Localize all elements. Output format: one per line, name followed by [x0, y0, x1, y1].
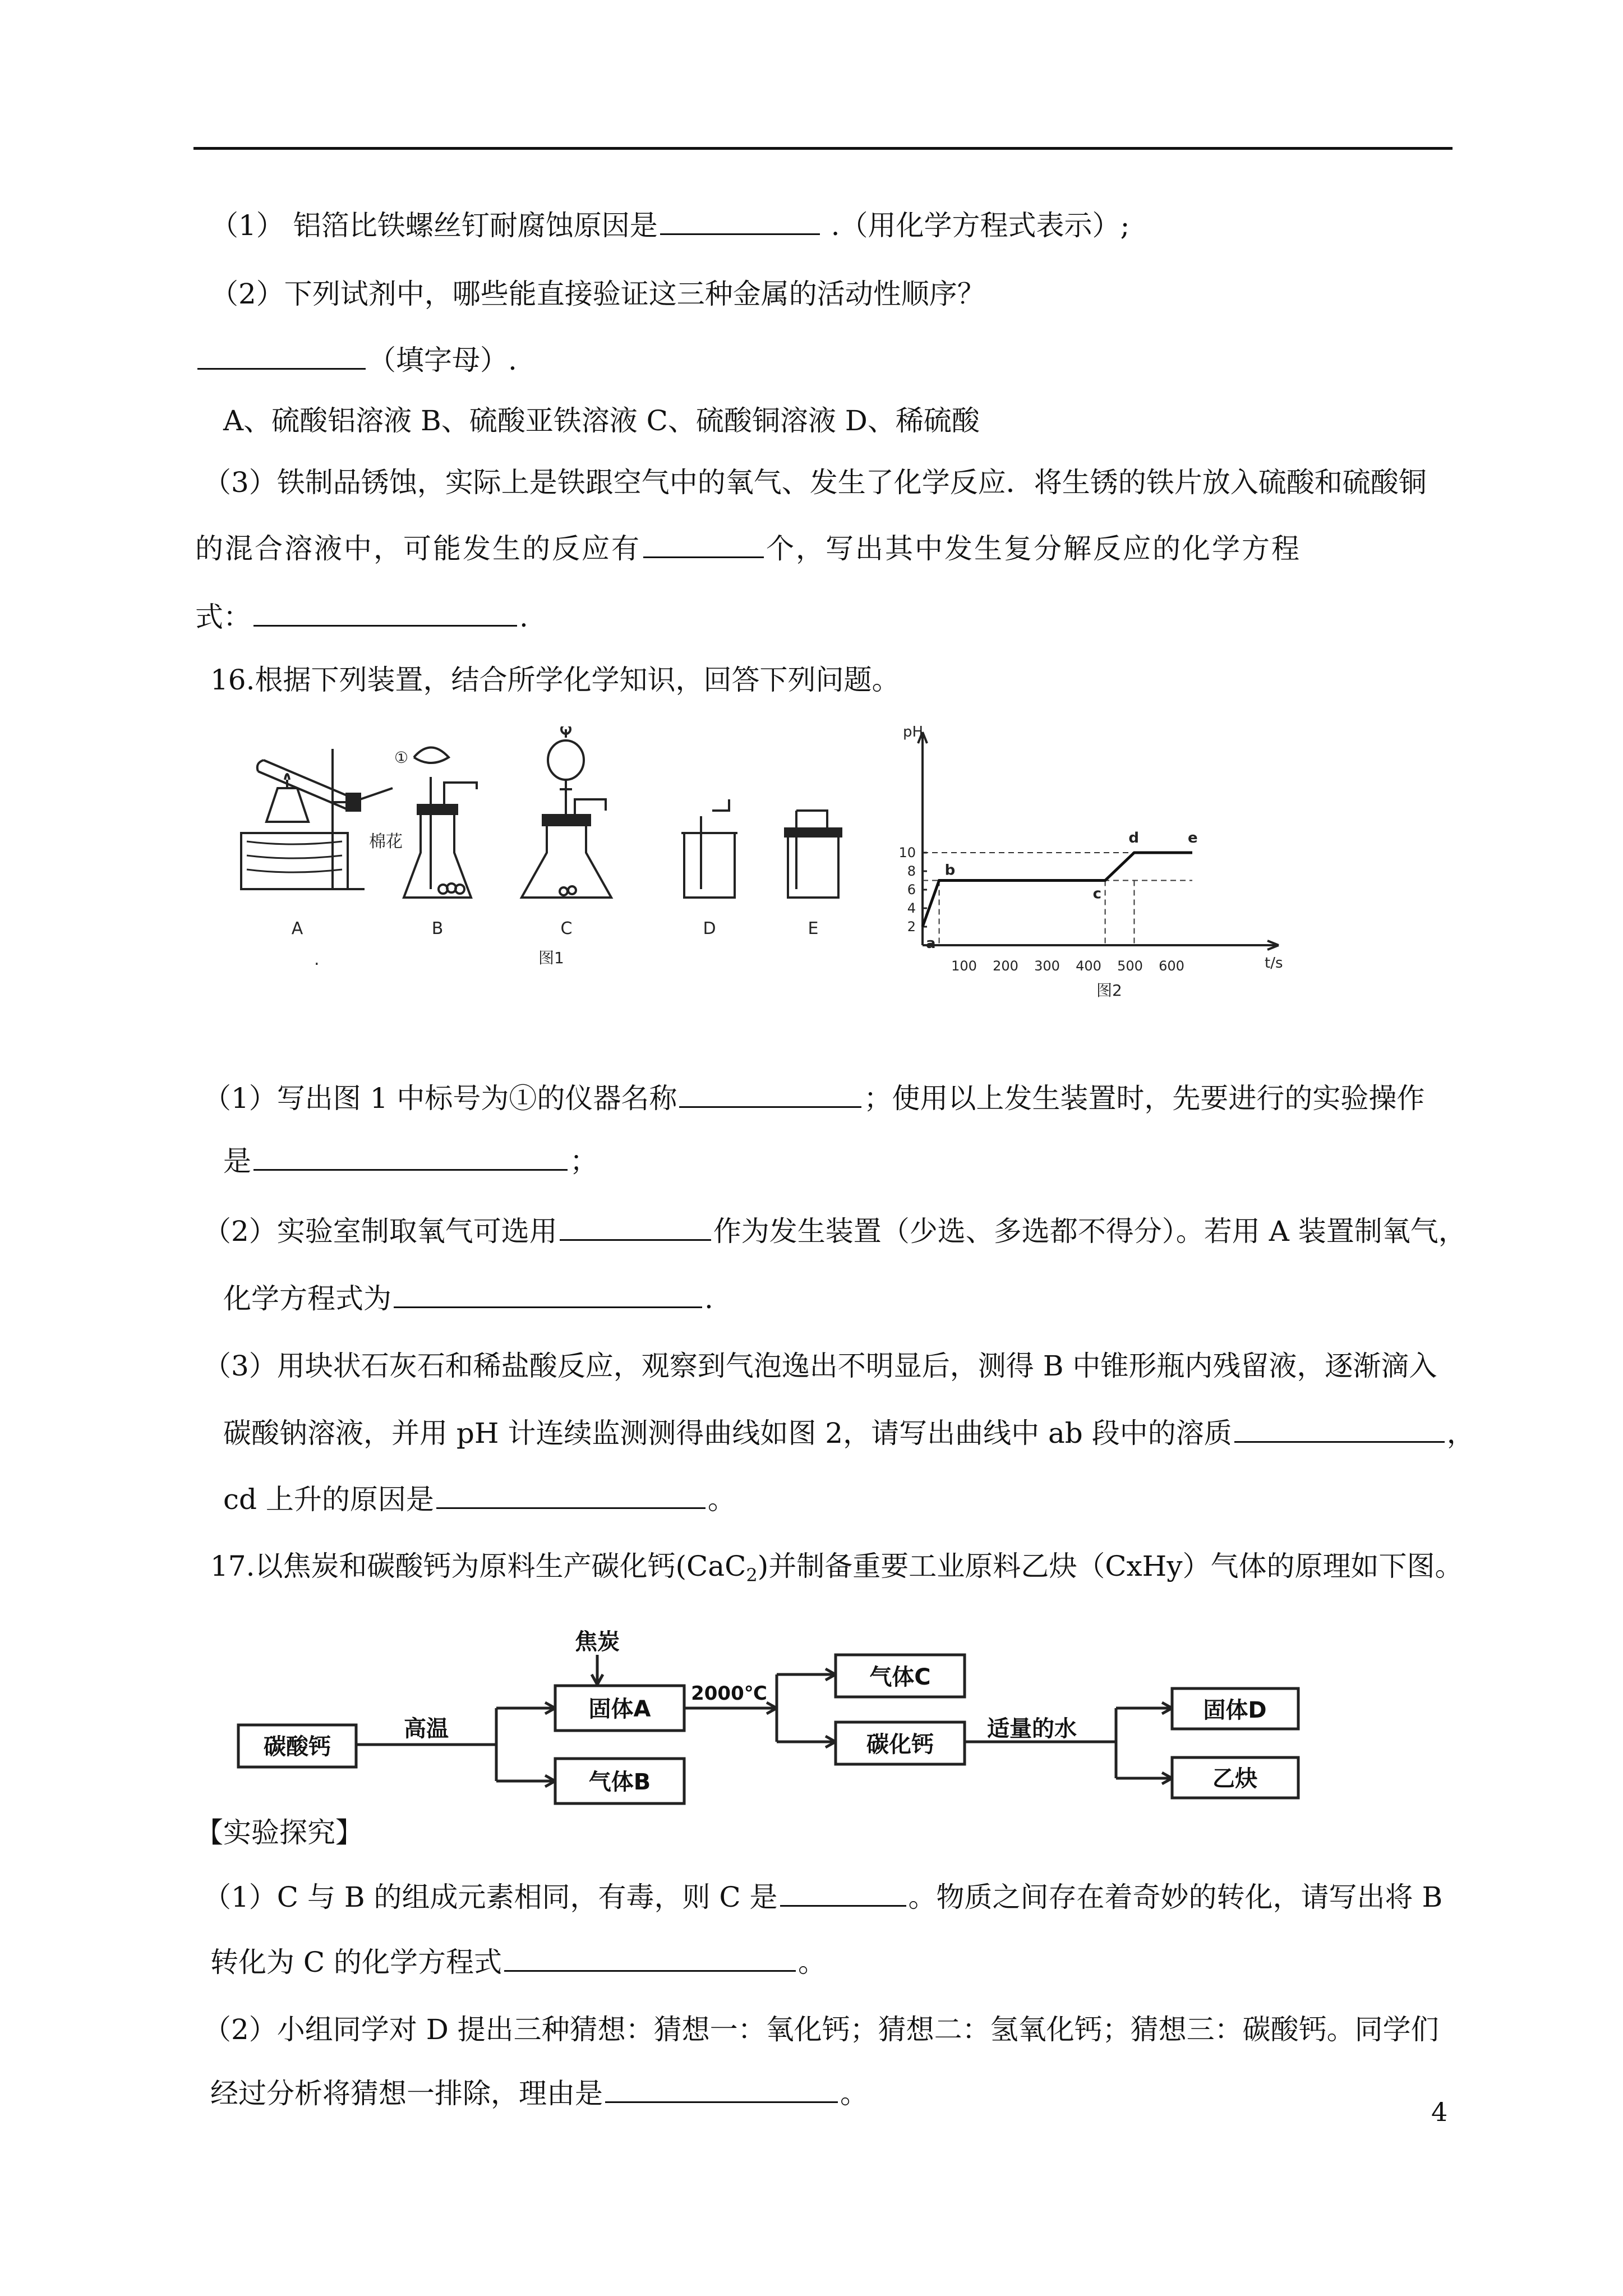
answer-blank[interactable] — [504, 1945, 796, 1972]
y-tick-label: 8 — [907, 863, 916, 879]
answer-blank[interactable] — [394, 1282, 702, 1308]
answer-blank[interactable] — [253, 1144, 568, 1171]
figure-1-caption: 图1 — [538, 949, 564, 967]
process-flow-diagram — [224, 1630, 1346, 1820]
ph-curve-line — [923, 853, 1192, 927]
apparatus-figure-1 — [236, 726, 897, 984]
q15-part1: （1） 铝箔比铁螺丝钉耐腐蚀原因是 .（用化学方程式表示）; — [210, 209, 1130, 242]
cotton-label: 棉花 — [369, 832, 403, 852]
y-tick-label: 10 — [898, 845, 916, 861]
x-tick-label: 600 — [1159, 958, 1184, 974]
answer-blank[interactable] — [605, 2077, 838, 2103]
q15-options: A、硫酸铝溶液 B、硫酸亚铁溶液 C、硫酸铜溶液 D、稀硫酸 — [223, 404, 980, 437]
q16-part2-line2: 化学方程式为 . — [223, 1282, 713, 1315]
answer-blank[interactable] — [197, 343, 366, 370]
q15-part3-line2: 的混合溶液中，可能发生的反应有 个，写出其中发生复分解反应的化学方程 — [195, 532, 1301, 565]
y-tick-label: 2 — [907, 919, 916, 935]
q16-part3-line1: （3）用块状石灰石和稀盐酸反应，观察到气泡逸出不明显后，测得 B 中锥形瓶内残留液，逐渐滴入 — [203, 1350, 1437, 1382]
coke-label: 焦炭 — [575, 1630, 620, 1655]
answer-blank[interactable] — [660, 209, 820, 235]
separatory-funnel — [548, 740, 584, 780]
caco3-label: 碳酸钙 — [264, 1734, 331, 1760]
marker-1-label: ① — [394, 748, 409, 767]
q15-part3-line3: 式： . — [195, 601, 528, 633]
y-tick-label: 4 — [907, 900, 916, 916]
label-a: A — [291, 919, 303, 938]
solid-d-label: 固体D — [1203, 1697, 1267, 1723]
q15-part2-fill: （填字母）. — [195, 343, 517, 377]
answer-blank[interactable] — [679, 1082, 861, 1108]
q15-part2: （2）下列试剂中，哪些能直接验证这三种金属的活动性顺序？ — [210, 278, 985, 310]
x-tick-label: 100 — [951, 958, 977, 974]
gas-c-label: 气体C — [869, 1664, 931, 1690]
point-label-d: d — [1128, 830, 1140, 846]
label-c: C — [560, 919, 573, 938]
label-e: E — [808, 919, 819, 938]
x-tick-label: 400 — [1076, 958, 1101, 974]
point-label-a: a — [926, 935, 936, 952]
answer-blank[interactable] — [560, 1214, 711, 1241]
point-label-b: b — [944, 862, 956, 879]
label-d: D — [703, 919, 716, 938]
ph-curve-chart — [892, 721, 1295, 1013]
x-tick-label: 500 — [1117, 958, 1143, 974]
q16-part1-line1: （1）写出图 1 中标号为①的仪器名称 ；使用以上发生装置时，先要进行的实验操作 — [203, 1082, 1425, 1115]
answer-blank[interactable] — [253, 600, 517, 627]
point-label-e: e — [1188, 830, 1198, 846]
q17-part2-line2: 经过分析将猜想一排除，理由是 。 — [210, 2077, 868, 2110]
answer-blank[interactable] — [1234, 1416, 1445, 1443]
q16-stem: 16.根据下列装置，结合所学化学知识，回答下列问题。 — [210, 664, 900, 696]
gas-b-label: 气体B — [588, 1769, 651, 1795]
gas-jar-d — [684, 833, 735, 898]
temperature-label: 2000℃ — [691, 1682, 767, 1705]
q16-part2-line1: （2）实验室制取氧气可选用 作为发生装置（少选、多选都不得分）。若用 A 装置制氧气， — [203, 1215, 1467, 1248]
answer-blank[interactable] — [436, 1483, 706, 1509]
header-rule — [193, 147, 1453, 150]
answer-blank[interactable] — [780, 1880, 906, 1907]
q16-part3-line2: 碳酸钠溶液，并用 pH 计连续监测测得曲线如图 2，请写出曲线中 ab 段中的溶质 ， — [223, 1417, 1475, 1450]
high-temp-label: 高温 — [404, 1716, 449, 1742]
q16-part3-line3: cd 上升的原因是 。 — [223, 1483, 736, 1516]
page-number: 4 — [1431, 2097, 1448, 2127]
y-axis-title: pH — [903, 724, 924, 740]
x-axis-title: t/s — [1265, 955, 1283, 972]
figure-2-caption: 图2 — [1096, 981, 1122, 1000]
x-tick-label: 300 — [1034, 958, 1060, 974]
q15-part3-line1: （3）铁制品锈蚀，实际上是铁跟空气中的氧气、发生了化学反应．将生锈的铁片放入硫酸和硫酸铜 — [203, 466, 1427, 499]
y-tick-label: 6 — [907, 882, 916, 898]
x-tick-label: 200 — [993, 958, 1018, 974]
q17-part1-line1: （1）C 与 B 的组成元素相同，有毒，则 C 是 。物质之间存在着奇妙的转化，请写出将 B — [203, 1881, 1443, 1913]
answer-blank[interactable] — [643, 532, 764, 558]
point-label-c: c — [1092, 885, 1102, 903]
cac2-label: 碳化钙 — [866, 1732, 934, 1757]
q16-part1-line2: 是 ； — [223, 1145, 598, 1177]
q17-stem: 17.以焦炭和碳酸钙为原料生产碳化钙(CaC$_2$)并制备重要工业原料乙炔（CxHy）气体的原理如下图。 — [210, 1550, 1463, 1586]
acetylene-label: 乙炔 — [1212, 1766, 1257, 1792]
flask-c — [522, 822, 611, 898]
water-label: 适量的水 — [987, 1716, 1077, 1742]
section-heading: 【实验探究】 — [195, 1816, 363, 1849]
alcohol-lamp — [266, 788, 308, 822]
q17-part1-line2: 转化为 C 的化学方程式 。 — [210, 1946, 827, 1978]
stray-dot: . — [314, 950, 320, 969]
label-b: B — [431, 919, 444, 938]
solid-a-label: 固体A — [588, 1696, 651, 1722]
q17-part2-line1: （2）小组同学对 D 提出三种猜想：猜想一：氧化钙；猜想二：氢氧化钙；猜想三：碳酸钙。同学们 — [203, 2013, 1439, 2046]
